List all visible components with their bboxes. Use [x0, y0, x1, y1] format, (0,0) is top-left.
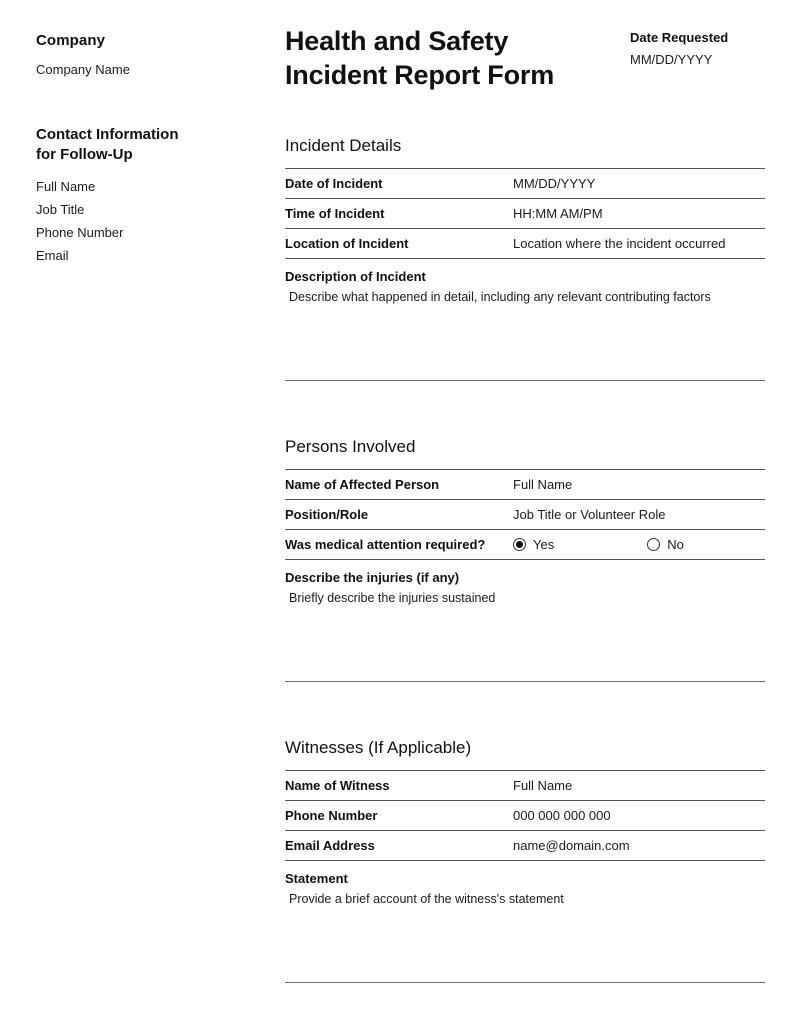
witness-phone-label: Phone Number [285, 808, 378, 823]
injuries-field[interactable] [285, 587, 765, 682]
witness-name-field[interactable]: Full Name [513, 778, 573, 793]
statement-field[interactable] [285, 888, 765, 983]
company-heading: Company [36, 32, 106, 49]
witness-name-label: Name of Witness [285, 778, 390, 793]
affected-person-field[interactable]: Full Name [513, 477, 573, 492]
incident-details-heading: Incident Details [285, 136, 402, 155]
location-of-incident-field[interactable]: Location where the incident occurred [513, 236, 726, 251]
form-title-line2: Incident Report Form [285, 60, 555, 90]
incident-details-table [285, 168, 765, 259]
radio-selected-icon [513, 538, 526, 551]
table-row [285, 199, 765, 229]
description-of-incident-placeholder: Describe what happened in detail, including any relevant contributing factors [289, 290, 711, 304]
witness-phone-field[interactable]: 000 000 000 000 [513, 808, 611, 823]
affected-person-label: Name of Affected Person [285, 477, 440, 492]
contact-info-heading: Contact Information for Follow-Up [36, 126, 179, 163]
date-requested-field[interactable]: MM/DD/YYYY [630, 52, 713, 67]
contact-email-field[interactable]: Email [36, 248, 69, 263]
description-of-incident-label: Description of Incident [285, 269, 426, 284]
radio-unselected-icon [647, 538, 660, 551]
table-row [285, 801, 765, 831]
table-row [285, 229, 765, 259]
contact-job-title-field[interactable]: Job Title [36, 202, 85, 217]
main-content [285, 0, 800, 983]
statement-placeholder: Provide a brief account of the witness's statement [289, 892, 564, 906]
witness-email-label: Email Address [285, 838, 375, 853]
section-witnesses [285, 738, 765, 983]
medical-attention-question-label: Was medical attention required? [285, 537, 486, 552]
section-persons-involved [285, 437, 765, 682]
time-of-incident-label: Time of Incident [285, 206, 385, 221]
injuries-placeholder: Briefly describe the injuries sustained [289, 591, 496, 605]
witnesses-table [285, 770, 765, 861]
form-header [285, 24, 765, 92]
contact-full-name-field[interactable]: Full Name [36, 179, 96, 194]
radio-no-label: No [667, 537, 684, 552]
persons-involved-heading: Persons Involved [285, 437, 416, 456]
position-role-label: Position/Role [285, 507, 369, 522]
date-of-incident-field[interactable]: MM/DD/YYYY [513, 176, 596, 191]
radio-yes[interactable] [513, 537, 554, 552]
table-row [285, 169, 765, 199]
description-of-incident-field[interactable] [285, 286, 765, 381]
time-of-incident-field[interactable]: HH:MM AM/PM [513, 206, 603, 221]
medical-attention-radio-group [513, 537, 765, 552]
date-requested-block [630, 24, 765, 67]
sidebar [0, 0, 285, 983]
radio-no[interactable] [647, 537, 684, 552]
statement-label: Statement [285, 871, 348, 886]
injuries-label: Describe the injuries (if any) [285, 570, 460, 585]
contact-phone-field[interactable]: Phone Number [36, 225, 124, 240]
date-of-incident-label: Date of Incident [285, 176, 383, 191]
location-of-incident-label: Location of Incident [285, 236, 409, 251]
table-row [285, 530, 765, 560]
form-title [285, 24, 554, 92]
date-requested-label: Date Requested [630, 30, 729, 45]
contact-list [36, 179, 265, 263]
company-name-field[interactable]: Company Name [36, 62, 130, 77]
witness-email-field[interactable]: name@domain.com [513, 838, 630, 853]
table-row [285, 771, 765, 801]
witnesses-heading: Witnesses (If Applicable) [285, 738, 472, 757]
radio-yes-label: Yes [533, 537, 555, 552]
table-row [285, 470, 765, 500]
form-title-line1: Health and Safety [285, 26, 509, 56]
section-incident-details [285, 136, 765, 381]
table-row [285, 500, 765, 530]
persons-involved-table [285, 469, 765, 560]
position-role-field[interactable]: Job Title or Volunteer Role [513, 507, 666, 522]
table-row [285, 831, 765, 861]
